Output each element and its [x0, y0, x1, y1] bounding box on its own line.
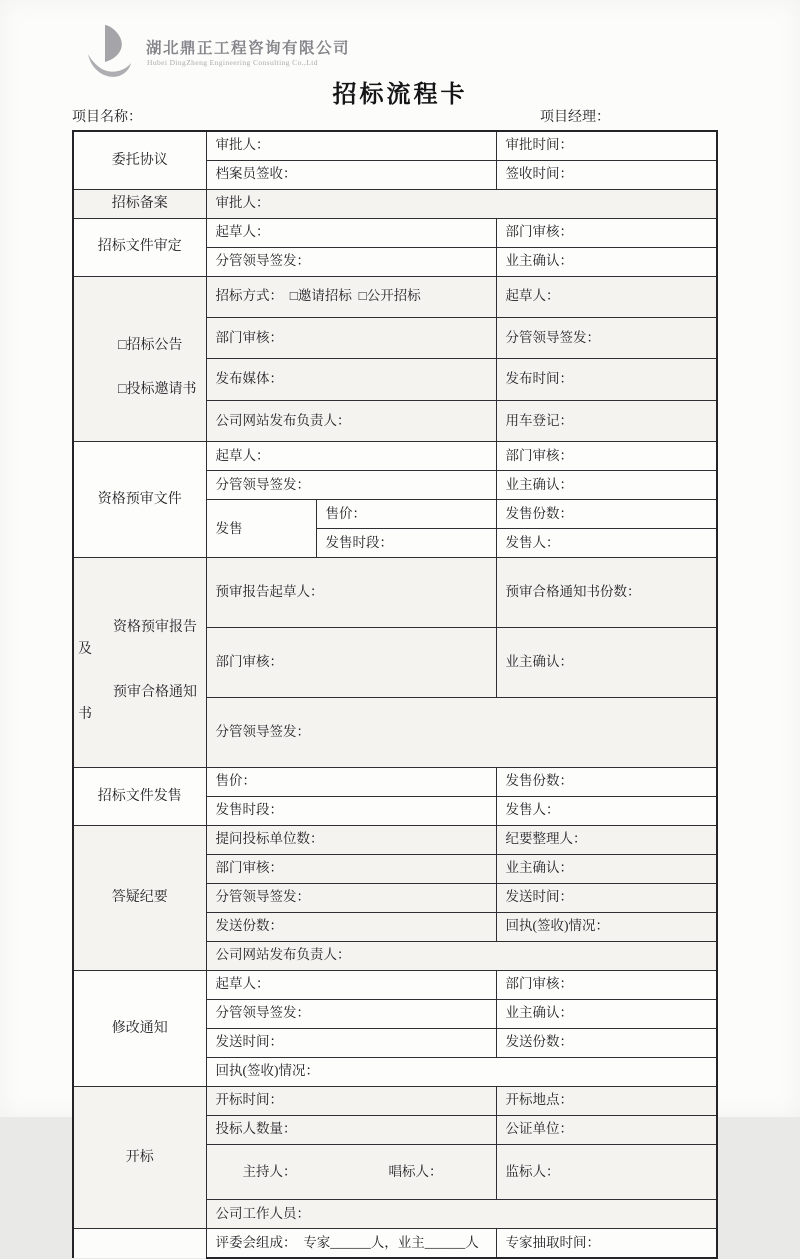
field-question-bidder-count: 提问投标单位数：	[206, 825, 496, 854]
field-drafter: 起草人：	[206, 970, 496, 999]
field-dept-review: 部门审核：	[496, 970, 717, 999]
field-dept-review: 部门审核：	[206, 854, 496, 883]
field-bid-method-checkboxes: 招标方式： □邀请招标 □公开招标	[206, 276, 496, 317]
table-row	[73, 558, 717, 628]
field-website-publisher: 公司网站发布负责人：	[206, 400, 496, 441]
section-bid-opening-label: 开标	[73, 1086, 206, 1229]
field-publish-media: 发布媒体：	[206, 359, 496, 400]
field-drafter: 起草人：	[206, 442, 496, 471]
section-bid-doc-sale-label: 招标文件发售	[73, 767, 206, 825]
section-prequalification-doc-label: 资格预审文件	[73, 442, 206, 558]
field-vehicle-registration: 用车登记：	[496, 400, 717, 441]
invitation-checkbox-line: □投标邀请书	[118, 381, 197, 397]
company-name-english: Hubei DingZheng Engineering Consulting Co.,Ltd	[147, 58, 318, 67]
table-row	[73, 825, 717, 854]
field-publish-time: 发布时间：	[496, 359, 717, 400]
field-leader-sign: 分管领导签发：	[206, 247, 496, 276]
field-dept-review: 部门审核：	[206, 628, 496, 698]
field-dept-review: 部门审核：	[496, 218, 717, 247]
field-leader-sign: 分管领导签发：	[496, 317, 717, 358]
bidding-flow-table	[72, 130, 718, 1259]
field-website-publisher: 公司网站发布负责人：	[206, 941, 717, 970]
field-drafter: 起草人：	[496, 276, 717, 317]
section-entrust-agreement-label: 委托协议	[73, 131, 206, 189]
field-archivist-sign: 档案员签收：	[206, 160, 496, 189]
section-jury-label-empty	[73, 1229, 206, 1258]
field-dept-review: 部门审核：	[206, 317, 496, 358]
field-receipt-status: 回执(签收)情况：	[496, 912, 717, 941]
field-leader-sign: 分管领导签发：	[206, 471, 496, 500]
field-sign-time: 签收时间：	[496, 160, 717, 189]
table-row	[73, 131, 717, 160]
field-notary-unit: 公证单位：	[496, 1115, 717, 1144]
field-send-copies: 发送份数：	[206, 912, 496, 941]
announcement-checkbox-line: □招标公告	[118, 338, 183, 354]
field-expert-draw-time: 专家抽取时间：	[496, 1229, 717, 1258]
field-sale-period: 发售时段：	[206, 796, 496, 825]
field-seller: 发售人：	[496, 529, 717, 558]
field-host-and-caller	[206, 1144, 496, 1200]
field-send-time: 发送时间：	[206, 1028, 496, 1057]
field-notice-copies: 预审合格通知书份数：	[496, 558, 717, 628]
field-bid-supervisor: 监标人：	[496, 1144, 717, 1200]
section-bid-filing-label: 招标备案	[73, 189, 206, 218]
project-manager-label: 项目经理：	[540, 110, 610, 125]
field-sale-copies: 发售份数：	[496, 767, 717, 796]
field-price: 售价：	[316, 500, 496, 529]
table-row	[73, 1086, 717, 1115]
field-minutes-organizer: 纪要整理人：	[496, 825, 717, 854]
field-bidder-count: 投标人数量：	[206, 1115, 496, 1144]
field-sale-copies: 发售份数：	[496, 500, 717, 529]
field-sale-period: 发售时段：	[316, 529, 496, 558]
field-approver: 审批人：	[206, 131, 496, 160]
field-drafter: 起草人：	[206, 218, 496, 247]
field-owner-confirm: 业主确认：	[496, 247, 717, 276]
field-opening-place: 开标地点：	[496, 1086, 717, 1115]
table-row	[73, 276, 717, 317]
table-row	[73, 970, 717, 999]
field-leader-sign: 分管领导签发：	[206, 697, 717, 767]
section-bid-doc-review-label: 招标文件审定	[73, 218, 206, 276]
sublabel-sale: 发售	[206, 500, 316, 558]
field-jury-composition: 评委会组成： 专家______人，业主______人	[206, 1229, 496, 1258]
field-opening-time: 开标时间：	[206, 1086, 496, 1115]
project-name-label: 项目名称：	[72, 110, 142, 125]
field-send-copies: 发送份数：	[496, 1028, 717, 1057]
prequal-report-label-line1: 资格预审报告及	[78, 620, 197, 657]
table-row	[73, 218, 717, 247]
field-company-staff: 公司工作人员：	[206, 1200, 717, 1229]
prequal-report-label-line2: 预审合格通知书	[78, 685, 197, 722]
field-report-drafter: 预审报告起草人：	[206, 558, 496, 628]
section-qa-minutes-label: 答疑纪要	[73, 825, 206, 970]
table-row	[73, 1229, 717, 1258]
field-owner-confirm: 业主确认：	[496, 628, 717, 698]
field-send-time: 发送时间：	[496, 883, 717, 912]
table-row	[73, 442, 717, 471]
field-leader-sign: 分管领导签发：	[206, 999, 496, 1028]
section-announcement-label	[73, 276, 206, 442]
field-host: 主持人：	[242, 1163, 297, 1179]
field-bid-caller: 唱标人：	[388, 1163, 443, 1179]
company-name: 湖北鼎正工程咨询有限公司	[146, 40, 351, 57]
page-title: 招标流程卡	[332, 82, 468, 108]
field-seller: 发售人：	[496, 796, 717, 825]
field-dept-review: 部门审核：	[496, 442, 717, 471]
field-owner-confirm: 业主确认：	[496, 999, 717, 1028]
field-filing-approver: 审批人：	[206, 189, 717, 218]
table-row	[73, 767, 717, 796]
section-amendment-notice-label: 修改通知	[73, 970, 206, 1086]
section-prequalification-report-label	[73, 558, 206, 767]
field-approval-time: 审批时间：	[496, 131, 717, 160]
table-row	[73, 189, 717, 218]
field-owner-confirm: 业主确认：	[496, 471, 717, 500]
field-owner-confirm: 业主确认：	[496, 854, 717, 883]
field-leader-sign: 分管领导签发：	[206, 883, 496, 912]
field-receipt-status: 回执(签收)情况：	[206, 1057, 717, 1086]
field-price: 售价：	[206, 767, 496, 796]
